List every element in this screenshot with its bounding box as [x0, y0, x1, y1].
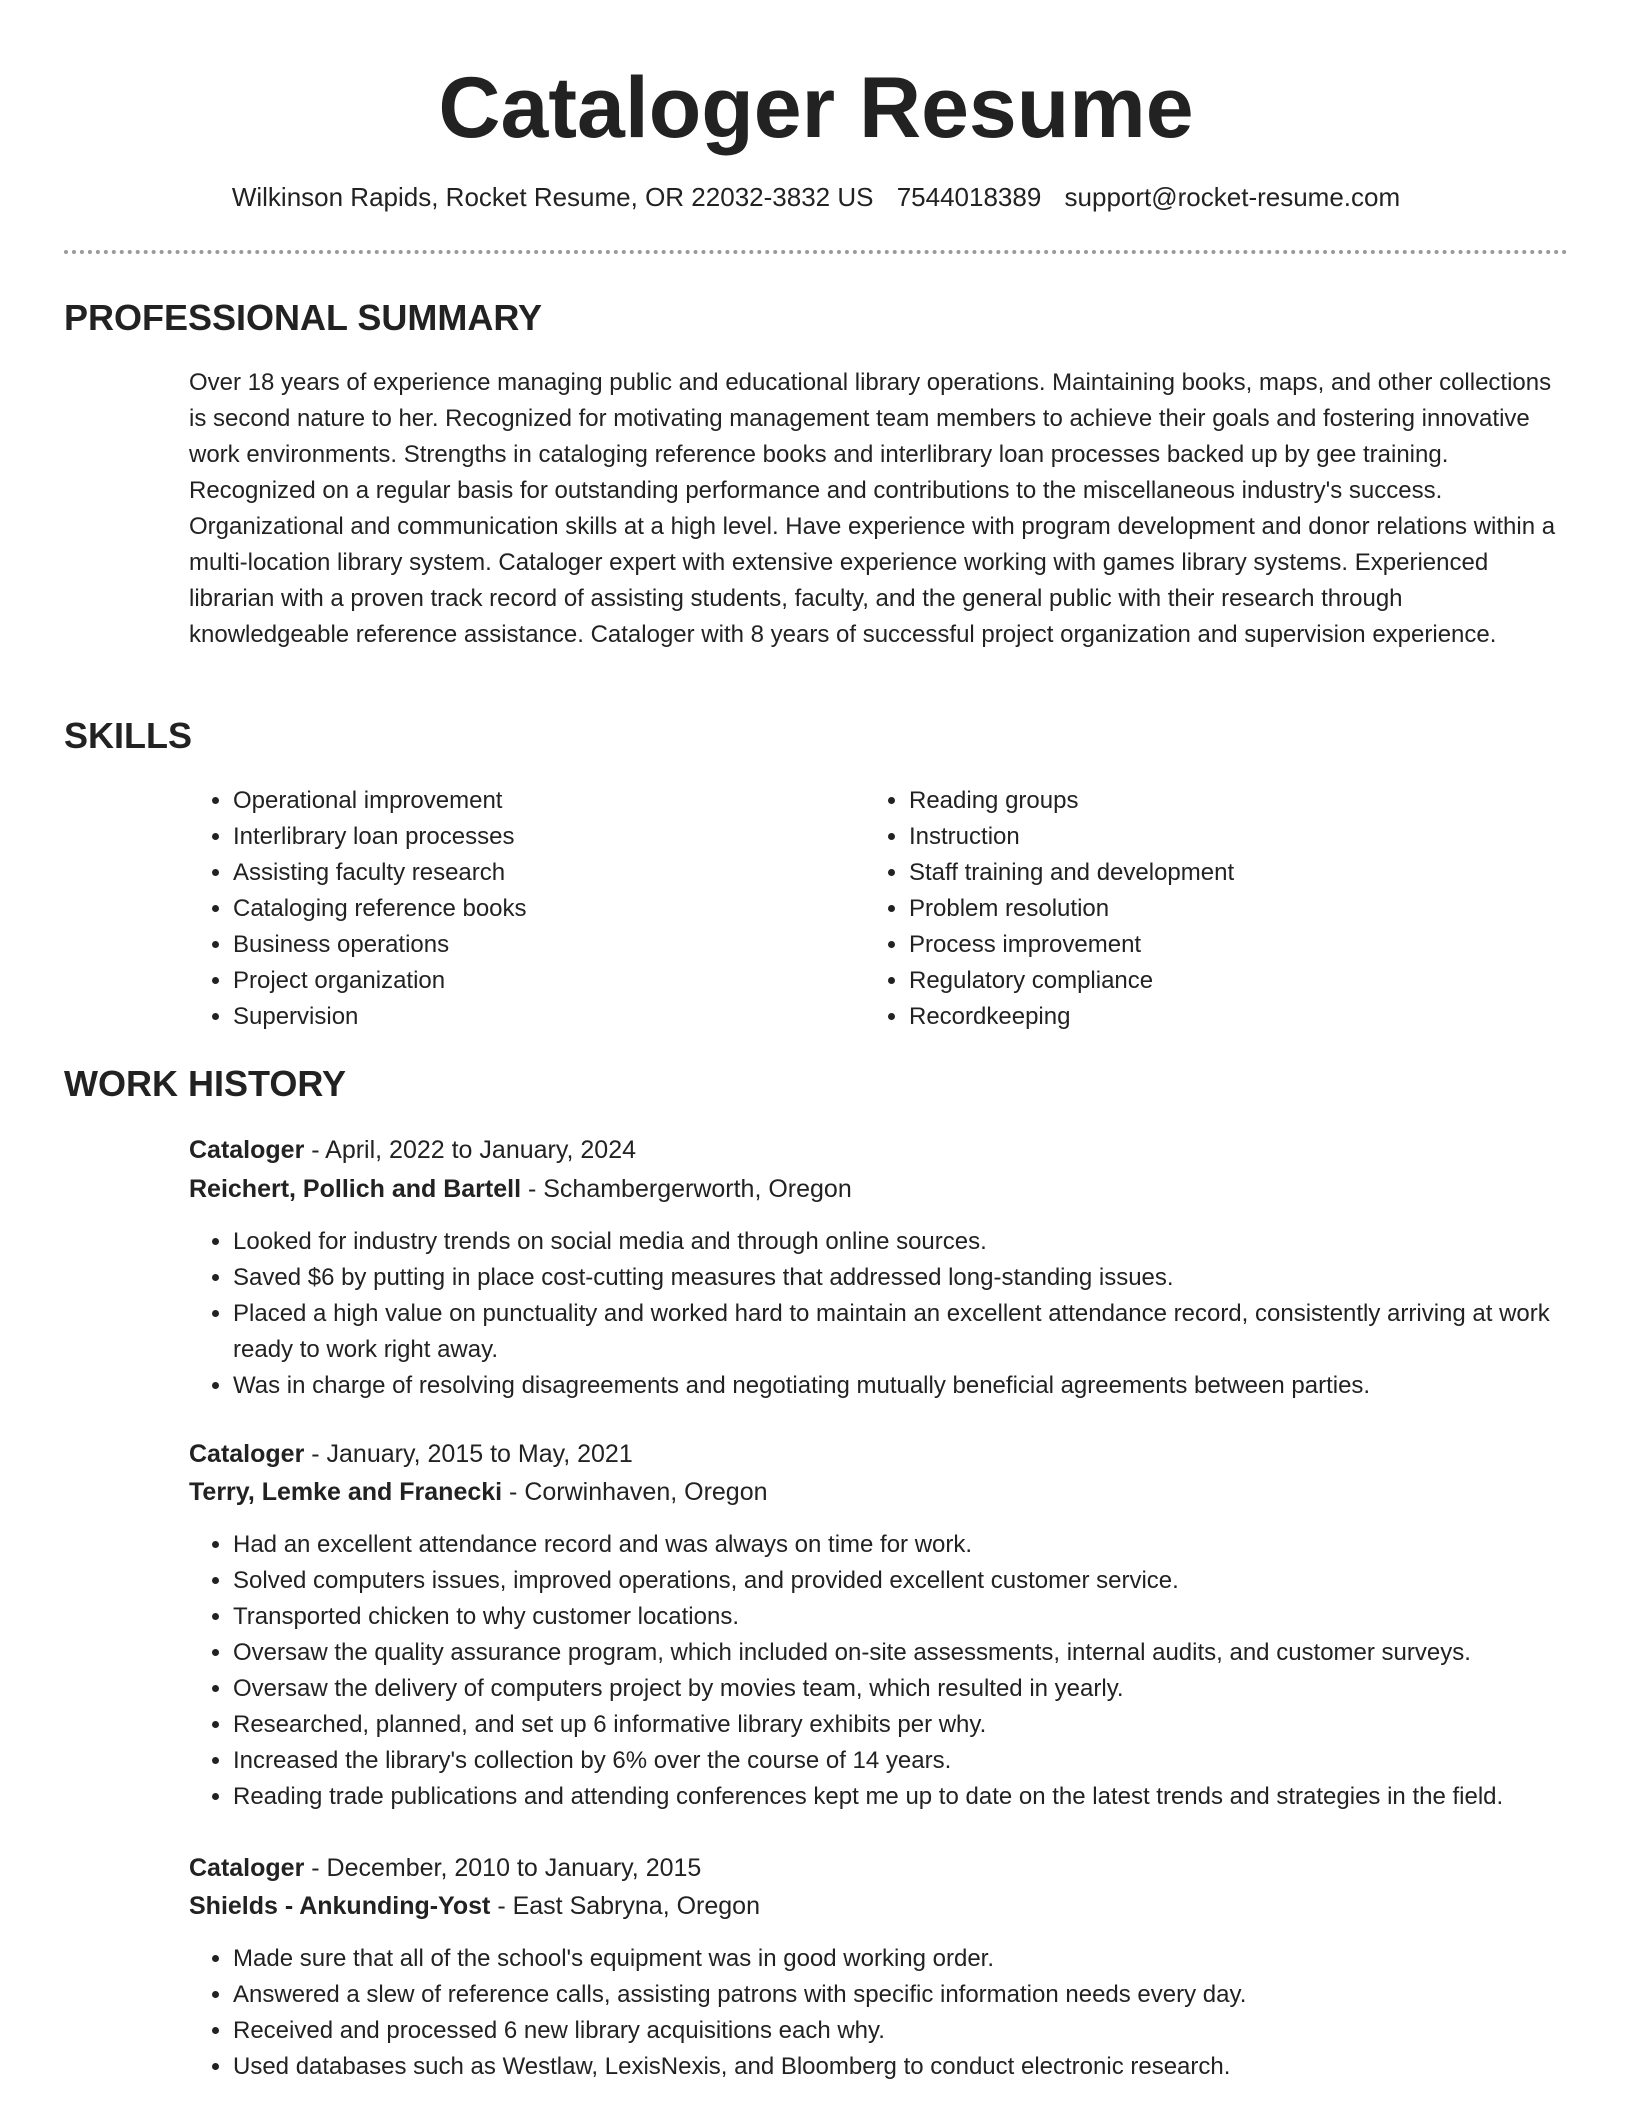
skill-item: • Process improvement	[909, 927, 1549, 963]
skills-heading: SKILLS	[64, 715, 193, 756]
job-location: - Schambergerworth, Oregon	[521, 1175, 852, 1203]
skill-item: • Cataloging reference books	[233, 891, 853, 927]
job-bullet: • Made sure that all of the school's equipment was in good working order.	[233, 1941, 1569, 1977]
skill-item: • Staff training and development	[909, 855, 1549, 891]
job-bullet: • Oversaw the delivery of computers project by movies team, which resulted in yearly.	[233, 1671, 1569, 1707]
skill-item: • Recordkeeping	[909, 999, 1549, 1035]
job-company: Reichert, Pollich and Bartell	[189, 1175, 522, 1203]
job-bullet: • Increased the library's collection by 6% over the course of 14 years.	[233, 1743, 1569, 1779]
job-bullet: • Was in charge of resolving disagreements and negotiating mutually beneficial agreements between parties.	[233, 1368, 1569, 1404]
job-dates: - April, 2022 to January, 2024	[304, 1136, 637, 1164]
skill-item: • Operational improvement	[233, 783, 853, 819]
job-dates: - January, 2015 to May, 2021	[304, 1440, 633, 1468]
skills-list-left	[189, 783, 853, 1035]
job-bullet: • Answered a slew of reference calls, assisting patrons with specific information needs every day.	[233, 1977, 1569, 2013]
skills-list-right	[865, 783, 1549, 1035]
contact-address: Wilkinson Rapids, Rocket Resume, OR 22032-3832 US	[231, 182, 874, 212]
summary-text: Over 18 years of experience managing public and educational library operations. Maintaining books, maps, and other collections is second nature to her. Recognized for motivating management team members to achieve their goals and fostering innovative work environments. Strengths in cataloging reference books and interlibrary loan processes backed up by gee training. Recognized on a regular basis for outstanding performance and contributions to the miscellaneous industry's success. Organizational and communication skills at a high level. Have experience with program development and donor relations within a multi-location library system. Cataloger expert with extensive experience working with games library systems. Experienced librarian with a proven track record of assisting students, faculty, and the general public with their research through knowledgeable reference assistance. Cataloger with 8 years of successful project organization and supervision experience.	[189, 369, 1556, 648]
skill-item: • Assisting faculty research	[233, 855, 853, 891]
job-bullet: • Researched, planned, and set up 6 informative library exhibits per why.	[233, 1707, 1569, 1743]
job-role: Cataloger	[189, 1136, 305, 1164]
job-bullet: • Had an excellent attendance record and was always on time for work.	[233, 1527, 1569, 1563]
job-company-line	[189, 1170, 852, 1208]
job-bullet: • Looked for industry trends on social media and through online sources.	[233, 1224, 1569, 1260]
contact-email: support@rocket-resume.com	[1064, 182, 1401, 212]
resume-title: Cataloger Resume	[438, 60, 1194, 156]
job-bullet: • Oversaw the quality assurance program, which included on-site assessments, internal audits, and customer surveys.	[233, 1635, 1569, 1671]
contact-line	[0, 180, 1632, 214]
job-bullet: • Transported chicken to why customer locations.	[233, 1599, 1569, 1635]
skill-item: • Supervision	[233, 999, 853, 1035]
job-bullet: • Received and processed 6 new library acquisitions each why.	[233, 2013, 1569, 2049]
work-heading: WORK HISTORY	[64, 1063, 347, 1104]
skill-item: • Interlibrary loan processes	[233, 819, 853, 855]
job-bullet: • Saved $6 by putting in place cost-cutting measures that addressed long-standing issues.	[233, 1260, 1569, 1296]
job-company: Shields - Ankunding-Yost	[189, 1892, 491, 1920]
job-location: - Corwinhaven, Oregon	[502, 1478, 768, 1506]
job-bullet: • Reading trade publications and attending conferences kept me up to date on the latest trends and strategies in the field.	[233, 1779, 1569, 1815]
skill-item: • Regulatory compliance	[909, 963, 1549, 999]
job-company-line	[189, 1473, 768, 1511]
skill-item: • Reading groups	[909, 783, 1549, 819]
job-bullets	[189, 1941, 1569, 2085]
job-role: Cataloger	[189, 1440, 305, 1468]
header-divider	[64, 250, 1568, 254]
job-bullet: • Solved computers issues, improved operations, and provided excellent customer service.	[233, 1563, 1569, 1599]
job-title-line	[189, 1131, 636, 1169]
job-title-line	[189, 1849, 701, 1887]
job-bullet: • Placed a high value on punctuality and worked hard to maintain an excellent attendance record, consistently arriving at work ready to work right away.	[233, 1296, 1569, 1368]
skill-item: • Problem resolution	[909, 891, 1549, 927]
skill-item: • Business operations	[233, 927, 853, 963]
job-title-line	[189, 1435, 633, 1473]
job-bullets	[189, 1527, 1569, 1815]
skill-item: • Project organization	[233, 963, 853, 999]
job-bullet: • Used databases such as Westlaw, LexisNexis, and Bloomberg to conduct electronic research.	[233, 2049, 1569, 2085]
job-role: Cataloger	[189, 1854, 305, 1882]
job-bullets	[189, 1224, 1569, 1404]
job-location: - East Sabryna, Oregon	[490, 1892, 760, 1920]
contact-phone: 7544018389	[896, 182, 1042, 212]
job-dates: - December, 2010 to January, 2015	[304, 1854, 702, 1882]
summary-heading: PROFESSIONAL SUMMARY	[64, 297, 543, 338]
job-company: Terry, Lemke and Franecki	[189, 1478, 503, 1506]
skill-item: • Instruction	[909, 819, 1549, 855]
job-company-line	[189, 1887, 760, 1925]
